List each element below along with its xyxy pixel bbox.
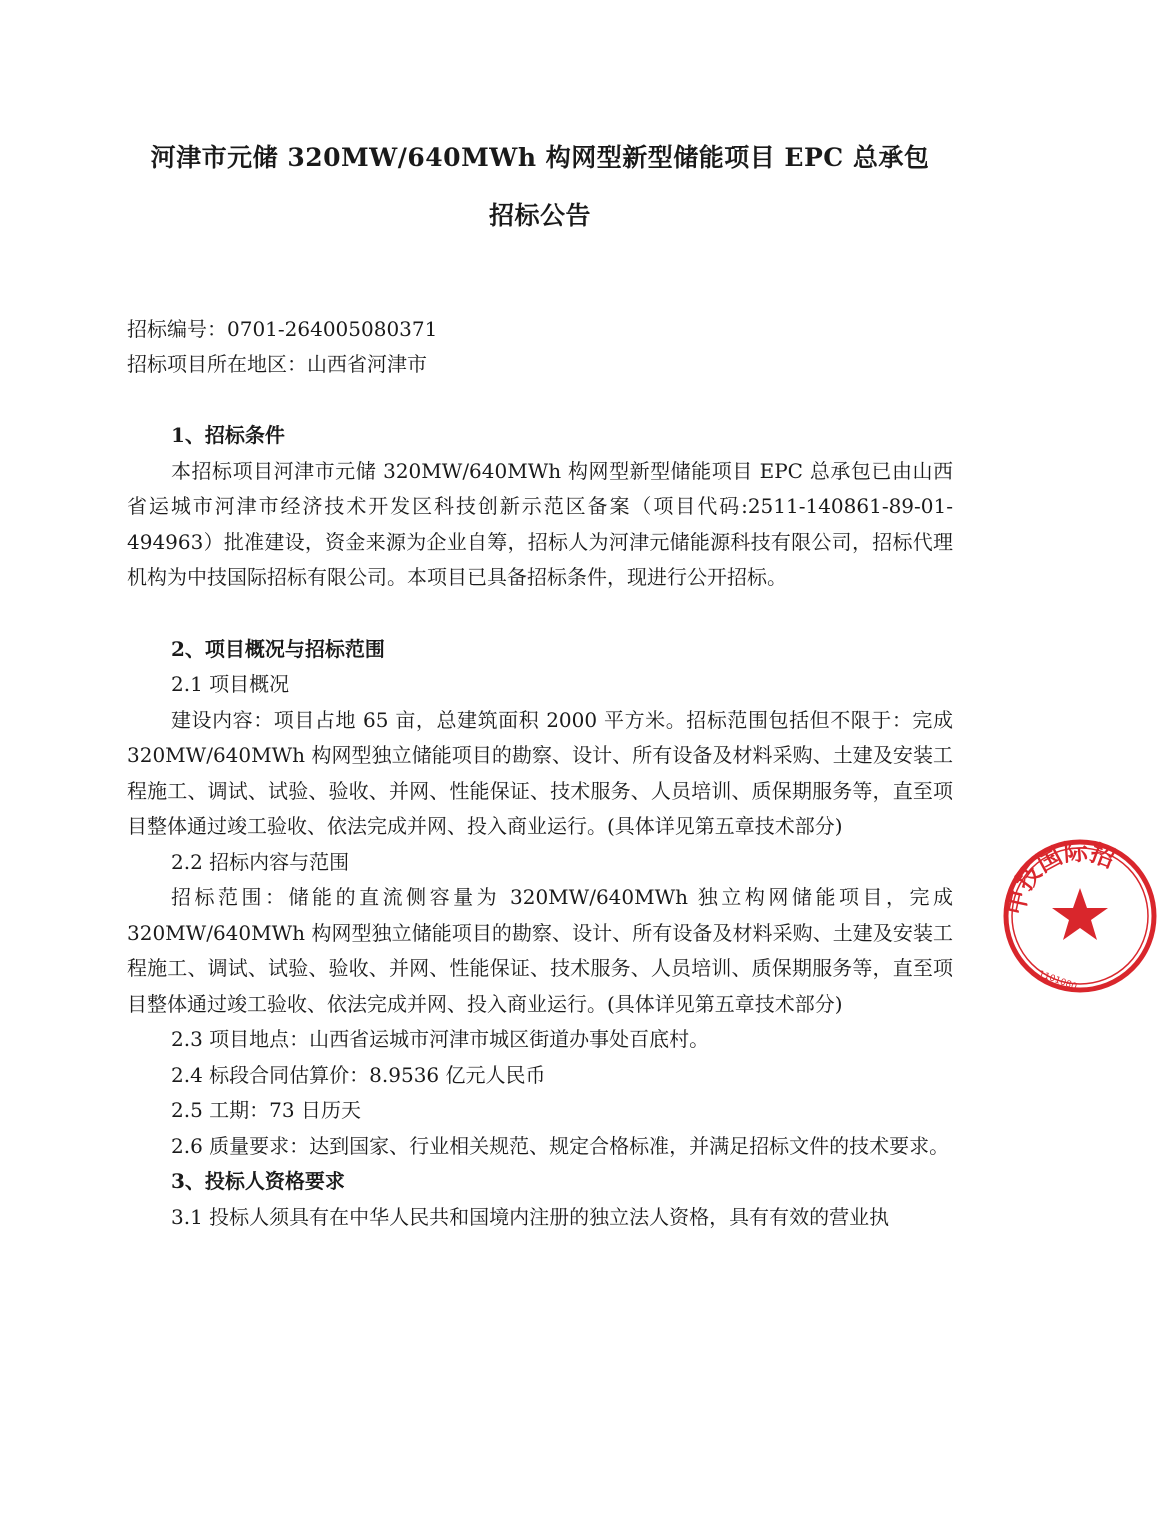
subsection-2-2-title: 2.2 招标内容与范围: [171, 849, 350, 874]
section-heading-2: 2、项目概况与招标范围: [171, 636, 385, 661]
seal-text: 中技国际招: [1001, 837, 1119, 918]
item-2-6-quality: 2.6 质量要求：达到国家、行业相关规范、规定合格标准，并满足招标文件的技术要求。: [171, 1133, 950, 1158]
section-1-paragraph: 本招标项目河津市元储 320MW/640MWh 构网型新型储能项目 EPC 总承包已由山西省运城市河津市经济技术开发区科技创新示范区备案（项目代码:2511-140861-89-01-494963）批准建设，资金来源为企业自筹，招标人为河津元储能源科技有限公司，招标代理机构为中技国际招标有限公司。本项目已具备招标条件，现进行公开招标。: [127, 458, 953, 589]
subsection-2-2-paragraph: 招标范围：储能的直流侧容量为 320MW/640MWh 独立构网储能项目，完成 320MW/640MWh 构网型独立储能项目的勘察、设计、所有设备及材料采购、土建及安装工程施工、调试、试验、验收、并网、性能保证、技术服务、人员培训、质保期服务等，直至项目整体通过竣工验收、依法完成并网、投入商业运行。(具体详见第五章技术部分): [127, 885, 953, 1016]
document-body: [127, 418, 953, 1235]
section-heading-3: 3、投标人资格要求: [171, 1169, 345, 1193]
document-title-line2: 招标公告: [488, 201, 591, 230]
item-3-1-qualification: 3.1 投标人须具有在中华人民共和国境内注册的独立法人资格，具有有效的营业执: [171, 1204, 890, 1229]
section-heading-1: 1、招标条件: [171, 423, 285, 447]
bid-number: 招标编号：0701-264005080371: [127, 317, 438, 341]
seal-star-icon: [1052, 888, 1108, 940]
item-2-3-location: 2.3 项目地点：山西省运城市河津市城区街道办事处百底村。: [171, 1027, 710, 1051]
bid-location: 招标项目所在地区：山西省河津市: [127, 352, 427, 376]
subsection-2-1-paragraph: 建设内容：项目占地 65 亩，总建筑面积 2000 平方米。招标范围包括但不限于：完成 320MW/640MWh 构网型独立储能项目的勘察、设计、所有设备及材料采购、土建及安装工程施工、调试、试验、验收、并网、性能保证、技术服务、人员培训、质保期服务等，直至项目整体通过竣工验收、依法完成并网、投入商业运行。(具体详见第五章技术部分): [127, 707, 953, 838]
subsection-2-1-title: 2.1 项目概况: [171, 672, 290, 696]
item-2-4-estimate: 2.4 标段合同估算价：8.9536 亿元人民币: [171, 1062, 546, 1087]
section-gap: [127, 596, 953, 632]
item-2-5-duration: 2.5 工期：73 日历天: [171, 1098, 361, 1122]
svg-text:中技国际招: [1001, 837, 1119, 917]
seal-code: 1101080: [1036, 969, 1079, 993]
document-title-line1: 河津市元储 320MW/640MWh 构网型新型储能项目 EPC 总承包: [150, 143, 930, 172]
official-seal-stamp: [1000, 836, 1160, 996]
